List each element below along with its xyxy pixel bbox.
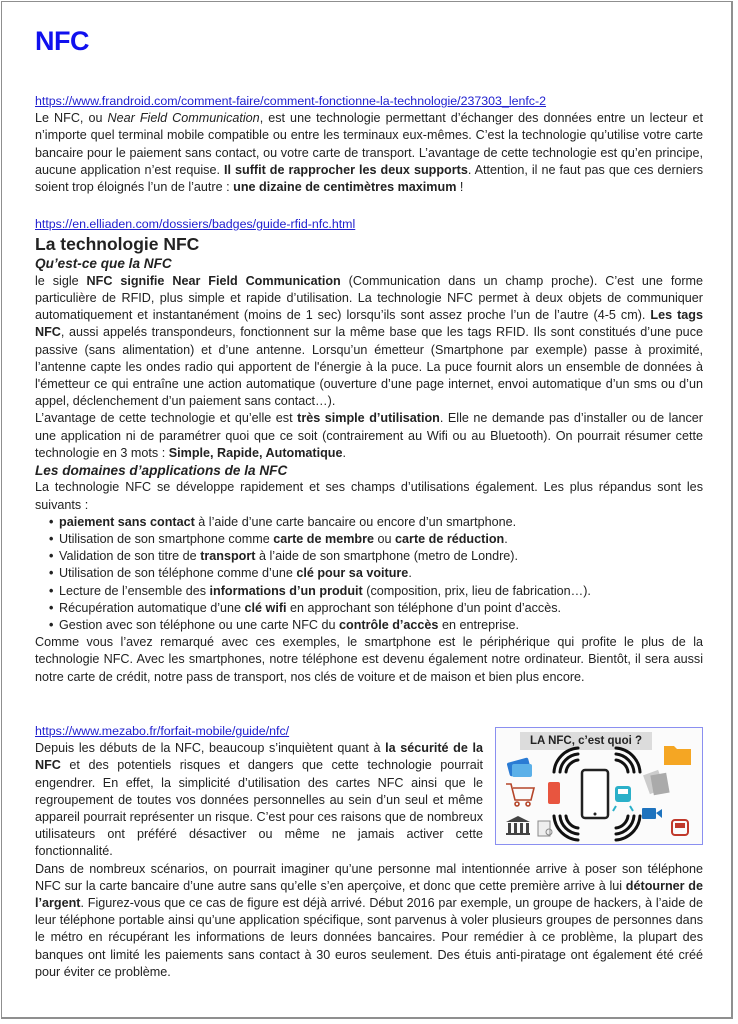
bus-icon: [672, 820, 688, 835]
illustration-graphic: [496, 728, 701, 843]
nfc-illustration: [495, 727, 703, 845]
credit-card-icon: [507, 757, 532, 777]
list-item: • Lecture de l’ensemble des informations d’un produit (composition, prix, lieu de fabrication…).: [51, 583, 703, 600]
page-title: NFC: [35, 26, 89, 56]
paragraph-applications-intro: La technologie NFC se développe rapidement et ses champs d’utilisations également. Les plus répandus sont les suivants :: [35, 480, 703, 512]
paragraph-scenarios: Dans de nombreux scénarios, on pourrait imaginer qu’une personne mal intentionnée arrive à poser son téléphone NFC sur la carte bancaire d’une autre sans qu’elle s’en aperçoive, et donc que cette première arrive à lui détourner de l’argent. Figurez-vous que ce cas de figure est déjà arrivé. Début 2016 par exemple, un groupe de hackers, à l’aide de leur téléphone portable ainsi qu’une application spécifique, sont parvenus à voler plusieurs groupes de personnes dans le métro en récupérant les informations de leurs données bancaires. Pour remédier à ce problème, la plupart des banques ont limité les paiements sans contact à 30 euros seulement. Des étuis anti-piratage ont également été créé pour éviter ce problème.: [35, 861, 703, 979]
source-link-mezabo[interactable]: https://www.mezabo.fr/forfait-mobile/guide/nfc/: [35, 724, 290, 738]
documents-icon: [643, 770, 670, 795]
section-mezabo: [35, 723, 703, 981]
applications-list: [35, 514, 703, 634]
source-link-elliaden[interactable]: https://en.elliaden.com/dossiers/badges/guide-rfid-nfc.html: [35, 217, 356, 231]
list-item: • Validation de son titre de transport à l’aide de son smartphone (metro de Londre).: [51, 548, 703, 565]
document-search-icon: [538, 821, 552, 836]
subheading-what-is-nfc: Qu’est-ce que la NFC: [35, 256, 172, 272]
list-item: • Gestion avec son téléphone ou une carte NFC du contrôle d’accès en entreprise.: [51, 617, 703, 634]
paragraph-security: Depuis les débuts de la NFC, beaucoup s’inquiètent quant à la sécurité de la NFC et des potentiels risques et dangers que cette technologie pourrait engendrer. En effet, la simplicité d’utilisation des cartes NFC ainsi que le regroupement de toutes vos données personnelles au sein d’un seul et même appareil pourrait représenter un risque. C’est pour ces raisons que de nombreux utilisateurs ont préféré désactiver ou même ne jamais activer cette fonctionnalité.: [35, 741, 483, 859]
sim-card-icon: [548, 782, 560, 804]
paragraph-intro: Le NFC, ou Near Field Communication, est une technologie permettant d’échanger des données entre un lecteur et n’importe quel terminal mobile compatible ou entre les terminaux eux-mêmes. C’est la technologie qu’utilise votre carte bancaire pour le paiement sans contact, ou votre carte de transport. L’avantage de cette technologie est qu’en principe, aucune application n’est requise. Il suffit de rapprocher les deux supports. Attention, il ne faut pas que ces derniers soient trop éloignés l’un de l’autre : une dizaine de centimètres maximum !: [35, 111, 703, 195]
smartphone-icon: [582, 770, 608, 818]
list-item: • Utilisation de son smartphone comme carte de membre ou carte de réduction.: [51, 531, 703, 548]
folder-icon: [664, 746, 691, 765]
list-item: • Récupération automatique d’une clé wifi en approchant son téléphone d’un point d’accès.: [51, 600, 703, 617]
shopping-cart-icon: [506, 784, 534, 806]
list-item: • Utilisation de son téléphone comme d’une clé pour sa voiture.: [51, 565, 703, 582]
section-frandroid: [35, 93, 703, 196]
source-link-frandroid[interactable]: https://www.frandroid.com/comment-faire/comment-fonctionne-la-technologie/237303_lenfc-2: [35, 94, 547, 108]
illustration-title: LA NFC, c’est quoi ?: [520, 732, 652, 750]
train-icon: [613, 786, 633, 811]
section-elliaden: [35, 216, 703, 686]
paragraph-smartphone: Comme vous l’avez remarqué avec ces exemples, le smartphone est le périphérique qui profite le plus de la technologie NFC. Avec les smartphones, notre téléphone est devenu également notre ordinateur. Bientôt, il sera aussi notre carte de crédit, notre pass de transport, nos clés de voiture et de maison et bien plus encore.: [35, 635, 703, 684]
paragraph-definition: le sigle NFC signifie Near Field Communication (Communication dans un champ proche). C’est une forme particulière de RFID, plus simple et rapide d’utilisation. La technologie NFC permet à deux objets de communiquer automatiquement et instantanément (moins de 1 sec) lorsqu’ils sont assez proche l’un de l’autre (4-5 cm). Les tags NFC, aussi appelés transpondeurs, fonctionnent sur la même base que les tags RFID. Ils sont constitués d’une puce passive (sans alimentation) et d’une antenne. Lorsqu’un émetteur (Smartphone par exemple) passe à proximité, l’antenne capte les ondes radio qui apportent de l'énergie à la puce. La puce fournit alors un ensemble de données à l'émetteur ce qui entraîne une action automatique (ouverture d’une page internet, envoi automatique d’un sms ou d’un appel, déclenchement d’un paiement sans contact…).: [35, 273, 704, 409]
bank-icon: [506, 816, 530, 835]
video-camera-icon: [642, 808, 662, 819]
paragraph-advantage: L’avantage de cette technologie et qu’elle est très simple d’utilisation. Elle ne demande pas d’installer ou de lancer une application ni de paramétrer quoi que ce soit (contrairement au Wifi ou au Bluetooth). On pourrait résumer cette technologie en 3 mots : Simple, Rapide, Automatique.: [35, 411, 703, 460]
section-heading: La technologie NFC: [35, 234, 200, 255]
subheading-applications: Les domaines d’applications de la NFC: [35, 462, 288, 478]
list-item: • paiement sans contact à l’aide d’une carte bancaire ou encore d’un smartphone.: [51, 514, 703, 531]
